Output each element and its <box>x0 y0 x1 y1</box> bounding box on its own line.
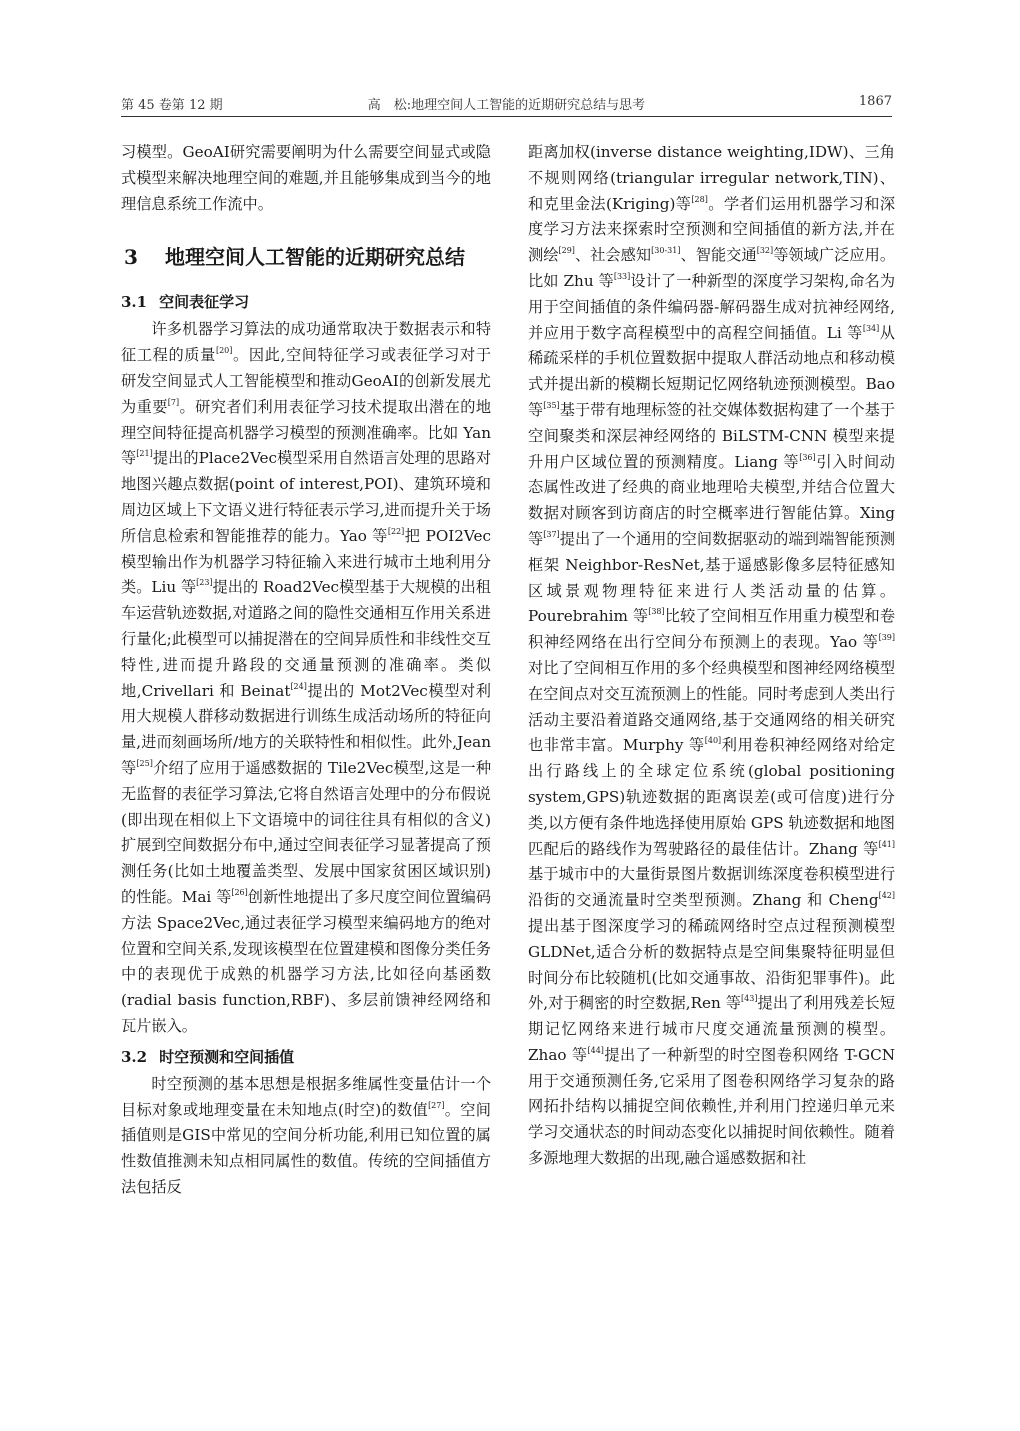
citation-ref: [43] <box>741 994 758 1004</box>
text-run: 引入时间动态属性改进了经典的商业地理哈夫模型,并结合位置大数据对顾客到访商店的时空概率进行智能估算。Xing 等 <box>528 452 895 548</box>
text-run: 许多机器学习算法的成功通常取决于数据表示和特征工程的质量 <box>121 320 491 365</box>
section-title: 地理空间人工智能的近期研究总结 <box>165 245 465 270</box>
citation-ref: [42] <box>878 891 895 901</box>
text-run: 、智能交通 <box>680 246 757 265</box>
text-run: 、社会感知 <box>574 246 652 265</box>
citation-ref: [29] <box>558 246 575 256</box>
subsection-heading <box>121 1044 491 1070</box>
text-run: 利用卷积神经网络对给定出行路线上的全球定位系统(global positioning system,GPS)轨迹数据的距离误差(或可信度)进行分类,以方便有条件地选择使用原始 GPS 轨迹数据和地图匹配后的路线作为驾驶路径的最佳估计。Zhang 等 <box>528 736 896 858</box>
citation-ref: [35] <box>543 400 560 410</box>
text-run: 提出了利用残差长短期记忆网络来进行城市尺度交通流量预测的模型。Zhao 等 <box>528 994 896 1064</box>
text-run: 提出的 Road2Vec模型基于大规模的出租车运营轨迹数据,对道路之间的隐性交通相互作用关系进行量化;此模型可以捕捉潜在的空间异质性和非线性交互特性,进而提升路段的交通量预测的准确率。类似地,Crivellari 和 Beinat <box>121 578 491 700</box>
text-run: 对比了空间相互作用的多个经典模型和图神经网络模型在空间点对交互流预测上的性能。同时考虑到人类出行活动主要沿着道路交通网络,基于交通网络的相关研究也非常丰富。Murphy 等 <box>528 658 895 755</box>
subsection-heading <box>121 289 491 315</box>
citation-ref: [20] <box>215 346 233 356</box>
citation-ref: [27] <box>428 1100 445 1110</box>
subsection-number: 3.2 <box>121 1047 148 1066</box>
section-number: 3 <box>124 245 138 270</box>
text-run: 从稀疏采样的手机位置数据中提取人群活动地点和移动模式并提出新的模糊长短期记忆网络轨迹预测模型。Bao 等 <box>528 323 895 419</box>
text-run: 提出了一个通用的空间数据驱动的端到端智能预测框架 Neighbor-ResNet,基于遥感影像多层特征感知区域景观物理特征来进行人类活动量的估算。Pourebrahim 等 <box>528 529 896 626</box>
citation-ref: [44] <box>587 1045 604 1055</box>
citation-ref: [40] <box>704 736 722 746</box>
text-run: 提出的Place2Vec模型采用自然语言处理的思路对地图兴趣点数据(point of interest,POI)、建筑环境和周边区域上下文语义进行特征表示学习,进而提升关于场所信息检索和智能推荐的能力。Yao 等 <box>121 449 492 545</box>
citation-ref: [32] <box>756 246 774 256</box>
text-run: 。学者们运用机器学习和深度学习方法来探索时空预测和空间插值的新方法,并在测绘 <box>528 194 896 265</box>
text-run: 距离加权(inverse distance weighting,IDW)、三角不规则网络(triangular irregular network,TIN)、和克里金法(Kriging)等 <box>528 143 895 213</box>
text-run: 。空间插值则是GIS中常见的空间分析功能,利用已知位置的属性数值推测未知点相同属性的数值。传统的空间插值方法包括反 <box>121 1100 491 1196</box>
citation-ref: [24] <box>290 681 307 691</box>
text-run: 创新性地提出了多尺度空间位置编码方法 Space2Vec,通过表征学习模型来编码地方的绝对位置和空间关系,发现该模型在位置建模和图像分类任务中的表现优于成熟的机器学习方法,比如径向基函数(radial basis function,RBF)、多层前馈神经网络和瓦片嵌入。 <box>121 887 491 1035</box>
citation-ref: [23] <box>196 578 213 588</box>
text-run: 设计了一种新型的深度学习架构,命名为用于空间插值的条件编码器-解码器生成对抗神经网络,并应用于数字高程模型中的高程空间插值。Li 等 <box>528 271 896 342</box>
citation-ref: [25] <box>136 758 153 768</box>
right-column <box>528 140 895 1172</box>
text-run: 提出了一种新型的时空图卷积网络 T-GCN 用于交通预测任务,它采用了图卷积网络学习复杂的路网拓扑结构以捕捉空间依赖性,并利用门控递归单元来学习交通状态的时间动态变化以捕捉时间依赖性。随着多源地理大数据的出现,融合遥感数据和社 <box>528 1045 895 1168</box>
citation-ref: [38] <box>648 607 665 617</box>
journal-volume-issue: 第 45 卷第 12 期 <box>121 98 223 113</box>
section-heading <box>121 241 491 273</box>
citation-ref: [26] <box>231 887 248 897</box>
text-run: 。因此,空间特征学习或表征学习对于研发空间显式人工智能模型和推动GeoAI的创新发展尤为重要 <box>121 346 492 416</box>
subsection-number: 3.1 <box>121 293 148 312</box>
citation-ref: [28] <box>691 194 708 204</box>
subsection-title: 时空预测和空间插值 <box>159 1047 295 1066</box>
body-paragraph <box>121 317 491 1039</box>
citation-ref: [37] <box>543 529 560 539</box>
text-run: 比较了空间相互作用重力模型和卷积神经网络在出行空间分布预测上的表现。Yao 等 <box>528 607 896 652</box>
citation-ref: [21] <box>136 449 153 459</box>
citation-ref: [30-31] <box>651 246 681 256</box>
text-run: 介绍了应用于遥感数据的 Tile2Vec模型,这是一种无监督的表征学习算法,它将自然语言处理中的分布假说(即出现在相似上下文语境中的词往往具有相似的含义)扩展到空间数据分布中,通过空间表征学习显著提高了预测任务(比如土地覆盖类型、发展中国家贫困区域识别)的性能。Mai 等 <box>121 758 492 906</box>
citation-ref: [34] <box>862 323 880 333</box>
text-run: 基于带有地理标签的社交媒体数据构建了一个基于空间聚类和深层神经网络的 BiLSTM-CNN 模型来提升用户区域位置的预测精度。Liang 等 <box>528 400 896 471</box>
text-run: 提出的 Mot2Vec模型对利用大规模人群移动数据进行训练生成活动场所的特征向量,进而刻画场所/地方的关联特性和相似性。此外,Jean 等 <box>121 681 491 777</box>
citation-ref: [36] <box>799 452 816 462</box>
text-run: 把 POI2Vec 模型输出作为机器学习特征输入来进行城市土地利用分类。Liu 等 <box>121 526 492 597</box>
text-run: 。研究者们利用表征学习技术提取出潜在的地理空间特征提高机器学习模型的预测准确率。比如 Yan 等 <box>121 397 491 468</box>
running-title: 高 松:地理空间人工智能的近期研究总结与思考 <box>367 98 646 113</box>
running-header <box>121 92 892 117</box>
body-paragraph <box>121 1072 491 1201</box>
subsection-title: 空间表征学习 <box>159 293 250 312</box>
citation-ref: [33] <box>613 271 631 281</box>
text-run: 提出基于图深度学习的稀疏网络时空点过程预测模型 GLDNet,适合分析的数据特点是空间集聚特征明显但时间分布比较随机(比如交通事故、沿街犯罪事件)。此外,对于稠密的时空数据,Ren 等 <box>528 916 895 1013</box>
text-run: 等领域广泛应用。比如 Zhu 等 <box>528 246 896 290</box>
text-run: 基于城市中的大量街景图片数据训练深度卷积模型进行沿街的交通流量时空类型预测。Zhang 和 Cheng <box>528 865 895 910</box>
body-paragraph <box>528 140 895 1172</box>
citation-ref: [39] <box>878 633 895 643</box>
left-column <box>121 140 491 1201</box>
citation-ref: [22] <box>387 526 405 536</box>
text-run: 时空预测的基本思想是根据多维属性变量估计一个目标对象或地理变量在未知地点(时空)的数值 <box>121 1074 491 1119</box>
intro-paragraph: 习模型。GeoAI研究需要阐明为什么需要空间显式或隐式模型来解决地理空间的难题,并且能够集成到当今的地理信息系统工作流中。 <box>121 143 491 213</box>
page-number: 1867 <box>858 94 892 109</box>
citation-ref: [7] <box>167 397 180 407</box>
citation-ref: [41] <box>878 839 895 849</box>
